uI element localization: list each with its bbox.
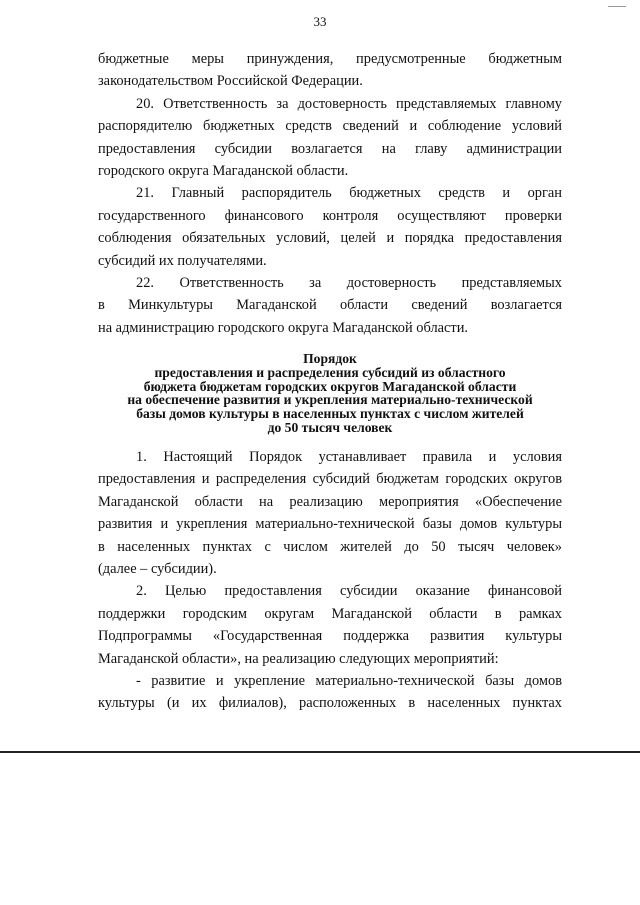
scan-corner-mark — [608, 0, 626, 7]
paragraph-1-line: развития и укрепления материально-технической базы домов культуры — [98, 516, 562, 533]
paragraph-1-line: 1. Настоящий Порядок устанавливает правила и условия — [136, 449, 562, 465]
heading-line: на обеспечение развития и укрепления материально-технической — [127, 392, 533, 408]
paragraph-2-line: 2. Целью предоставления субсидии оказание финансовой — [136, 583, 562, 600]
paragraph-2-line: Магаданской области», на реализацию следующих мероприятий: — [98, 650, 499, 667]
page-number: 33 — [313, 14, 327, 29]
top-text-block — [98, 48, 562, 339]
paragraph-20-line: предоставления субсидии возлагается на главу администрации — [98, 140, 562, 157]
paragraph-22-line: на администрацию городского округа Магаданской области. — [98, 319, 469, 336]
heading-title: Порядок — [303, 351, 357, 366]
bullet-line: культуры (и их филиалов), расположенных в населенных пунктах — [98, 695, 562, 712]
paragraph-21-line: государственного финансового контроля осуществляют проверки — [98, 207, 562, 224]
paragraph-22-line: в Минкультуры Магаданской области сведений возлагается — [98, 297, 562, 314]
paragraph-20-line: распорядителю бюджетных средств сведений и соблюдение условий — [98, 118, 562, 135]
paragraph-2-line: Подпрограммы «Государственная поддержка развития культуры — [98, 628, 562, 645]
bullet-line: - развитие и укрепление материально-технической базы домов — [136, 672, 562, 689]
paragraph-1-line: (далее – субсидии). — [98, 560, 217, 577]
paragraph-22-line: 22. Ответственность за достоверность представляемых — [136, 274, 562, 291]
paragraph-21-line: субсидий их получателями. — [98, 252, 267, 269]
paragraph-21-line: соблюдения обязательных условий, целей и порядка предоставления — [98, 230, 562, 247]
heading-line: до 50 тысяч человек — [267, 419, 393, 435]
paragraph-1-line: предоставления и распределения субсидий бюджетам городских округов — [98, 471, 562, 488]
page-bottom-rule — [0, 751, 640, 753]
text-line: законодательством Российской Федерации. — [98, 73, 363, 90]
paragraph-2-line: поддержки городским округам Магаданской области в рамках — [98, 605, 562, 622]
paragraph-21-line: 21. Главный распорядитель бюджетных средств и орган — [136, 185, 562, 202]
heading-line: предоставления и распределения субсидий из областного — [154, 364, 506, 380]
text-line: бюджетные меры принуждения, предусмотренные бюджетным — [98, 51, 562, 67]
paragraph-1-line: Магаданской области на реализацию мероприятия «Обеспечение — [98, 493, 562, 510]
heading-line: базы домов культуры в населенных пунктах с числом жителей — [136, 406, 524, 422]
paragraph-1-line: в населенных пунктах с числом жителей до 50 тысяч человек» — [98, 538, 562, 555]
paragraph-20-line: 20. Ответственность за достоверность представляемых главному — [136, 95, 562, 112]
heading-line: бюджета бюджетам городских округов Магаданской области — [143, 378, 517, 394]
paragraph-20-line: городского округа Магаданской области. — [98, 162, 349, 179]
section-heading — [98, 352, 562, 435]
bottom-text-block — [98, 446, 562, 715]
